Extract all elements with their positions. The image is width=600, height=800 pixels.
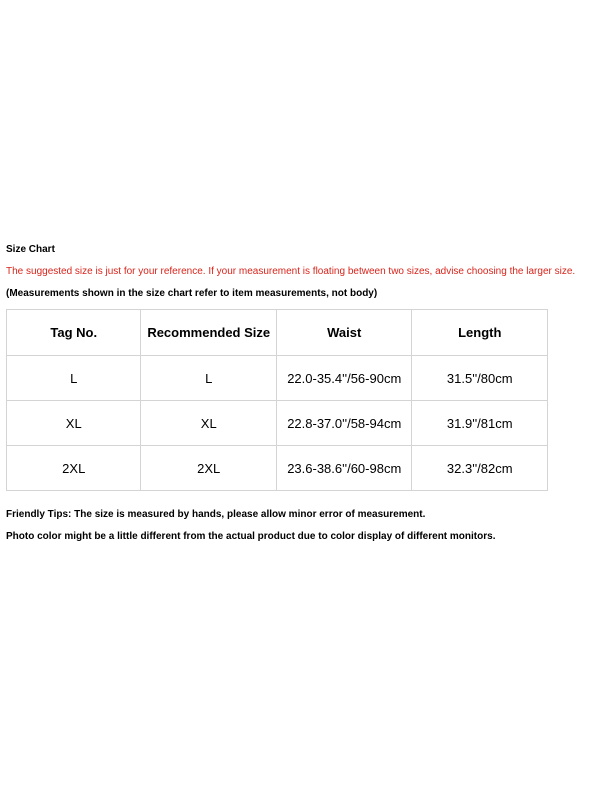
cell-length: 31.5''/80cm [412, 356, 548, 401]
friendly-tip: Friendly Tips: The size is measured by hands, please allow minor error of measurement. [6, 509, 426, 520]
measurement-note: (Measurements shown in the size chart refer to item measurements, not body) [6, 288, 378, 299]
size-chart-title: Size Chart [6, 244, 55, 255]
color-disclaimer: Photo color might be a little different from the actual product due to color display of different monitors. [6, 531, 496, 542]
header-length: Length [412, 310, 548, 356]
table-row [7, 446, 548, 491]
size-notice: The suggested size is just for your reference. If your measurement is floating between two sizes, advise choosing the larger size. [6, 266, 576, 277]
header-tag-no: Tag No. [7, 310, 141, 356]
header-recommended-size: Recommended Size [141, 310, 277, 356]
cell-tag-no: XL [7, 401, 141, 446]
table-row [7, 356, 548, 401]
cell-waist: 22.8-37.0''/58-94cm [276, 401, 412, 446]
cell-length: 32.3''/82cm [412, 446, 548, 491]
cell-waist: 22.0-35.4''/56-90cm [276, 356, 412, 401]
cell-recommended-size: L [141, 356, 277, 401]
cell-length: 31.9''/81cm [412, 401, 548, 446]
cell-waist: 23.6-38.6''/60-98cm [276, 446, 412, 491]
table-header-row [7, 310, 548, 356]
table-row [7, 401, 548, 446]
cell-tag-no: 2XL [7, 446, 141, 491]
header-waist: Waist [276, 310, 412, 356]
cell-recommended-size: XL [141, 401, 277, 446]
cell-recommended-size: 2XL [141, 446, 277, 491]
cell-tag-no: L [7, 356, 141, 401]
size-table [6, 309, 548, 491]
